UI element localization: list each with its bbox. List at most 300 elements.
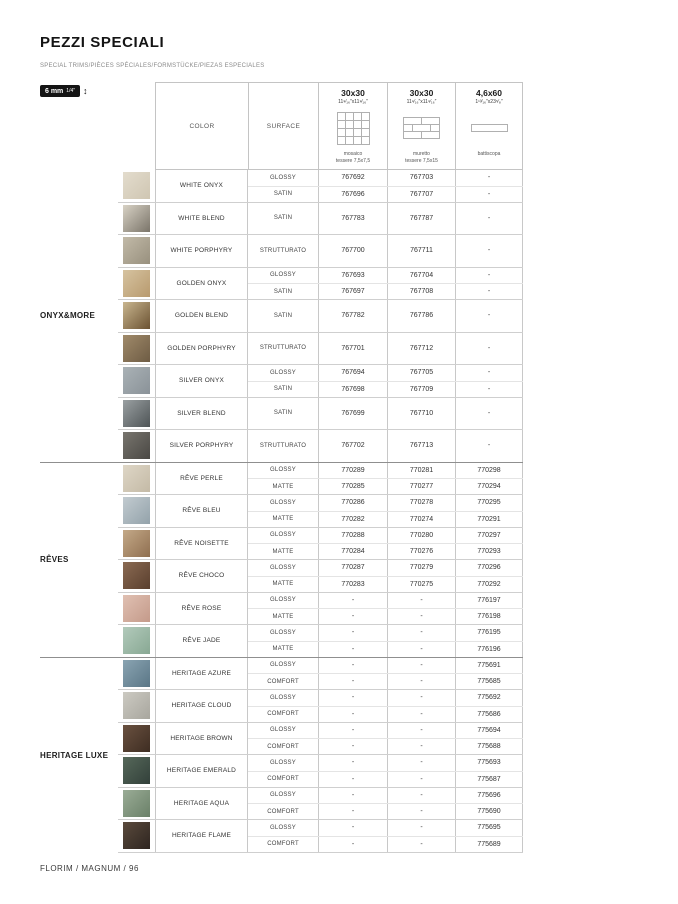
article-code-battiscopa: 770294 [455, 479, 523, 494]
surface-rows [248, 203, 523, 235]
article-code-muretto: 767704 [387, 268, 455, 284]
size-label: 30x30 [409, 88, 434, 98]
size-label: 4,6x60 [476, 88, 502, 98]
surface-row [248, 495, 523, 511]
surface-rows [248, 430, 523, 462]
battiscopa-bar-icon [471, 105, 508, 151]
surface-row [248, 235, 523, 267]
surface-rows [248, 658, 523, 690]
article-code-battiscopa: 776197 [455, 593, 523, 609]
swatch-cell [118, 430, 155, 462]
article-code-mosaico: - [318, 723, 387, 739]
article-code-mosaico: 767698 [318, 382, 387, 397]
article-code-mosaico: 767700 [318, 235, 387, 267]
article-code-muretto: - [387, 690, 455, 706]
surface-row [248, 706, 523, 722]
column-header-color [155, 82, 248, 170]
surface-label: GLOSSY [270, 727, 296, 734]
article-code-mosaico: 770287 [318, 560, 387, 576]
surface-row [248, 673, 523, 689]
article-code-battiscopa: 770295 [455, 495, 523, 511]
color-name-cell [155, 723, 248, 755]
article-code-mosaico: 770286 [318, 495, 387, 511]
group-rows [118, 658, 523, 853]
article-code-mosaico: - [318, 772, 387, 787]
color-block-silver-porphyry [118, 429, 523, 462]
surface-label: MATTE [272, 483, 294, 490]
surface-rows [248, 528, 523, 560]
color-block-r-ve-perle [118, 463, 523, 495]
color-name-label: HERITAGE BROWN [170, 734, 233, 742]
article-code-muretto: - [387, 739, 455, 754]
tile-swatch-heritage-emerald [123, 757, 150, 784]
surface-row [248, 268, 523, 284]
surface-row [248, 803, 523, 819]
column-header-battiscopa [455, 82, 523, 170]
group-onyx-more [40, 170, 523, 462]
surface-row [248, 203, 523, 235]
surface-rows [248, 170, 523, 202]
surface-rows [248, 820, 523, 852]
tile-swatch-golden-porphyry [123, 335, 150, 362]
article-code-muretto: - [387, 804, 455, 819]
color-name-cell [155, 690, 248, 722]
product-name-line1: mosaico [343, 151, 363, 157]
article-code-mosaico: - [318, 625, 387, 641]
surface-label: MATTE [272, 548, 294, 555]
group-label: HERITAGE LUXE [40, 750, 109, 760]
tile-swatch-r-ve-perle [123, 465, 150, 492]
article-code-mosaico: - [318, 707, 387, 722]
article-code-mosaico: - [318, 609, 387, 624]
article-code-battiscopa: 775689 [455, 837, 523, 852]
tile-swatch-golden-onyx [123, 270, 150, 297]
surface-label: GLOSSY [270, 532, 296, 539]
article-code-muretto: - [387, 723, 455, 739]
color-block-white-onyx [118, 170, 523, 202]
surface-row [248, 723, 523, 739]
surface-row [248, 300, 523, 332]
color-block-white-blend [118, 202, 523, 235]
surface-label: GLOSSY [270, 824, 296, 831]
tile-swatch-silver-blend [123, 400, 150, 427]
surface-row [248, 755, 523, 771]
color-name-cell [155, 170, 248, 202]
color-name-label: WHITE BLEND [178, 214, 225, 222]
article-code-muretto: 767710 [387, 398, 455, 430]
article-code-mosaico: - [318, 739, 387, 754]
color-name-cell [155, 788, 248, 820]
article-code-mosaico: 767782 [318, 300, 387, 332]
surface-rows [248, 788, 523, 820]
article-code-battiscopa: - [455, 300, 523, 332]
surface-label: STRUTTURATO [259, 442, 307, 449]
color-header-label: COLOR [189, 122, 215, 130]
tile-swatch-heritage-aqua [123, 790, 150, 817]
color-block-heritage-azure [118, 658, 523, 690]
article-code-mosaico: - [318, 755, 387, 771]
color-name-cell [155, 625, 248, 657]
article-code-battiscopa: 770298 [455, 463, 523, 479]
article-code-battiscopa: - [455, 170, 523, 186]
surface-label: SATIN [273, 312, 293, 319]
article-code-mosaico: 767701 [318, 333, 387, 365]
article-code-battiscopa: 775686 [455, 707, 523, 722]
color-block-silver-onyx [118, 364, 523, 397]
color-name-label: RÊVE BLEU [182, 507, 221, 515]
color-name-cell [155, 463, 248, 495]
surface-rows [248, 560, 523, 592]
surface-label: GLOSSY [270, 564, 296, 571]
swatch-cell [118, 268, 155, 300]
tile-swatch-white-blend [123, 205, 150, 232]
surface-label: COMFORT [267, 711, 299, 718]
article-code-muretto: - [387, 674, 455, 689]
article-code-mosaico: 770285 [318, 479, 387, 494]
article-code-muretto: 767787 [387, 203, 455, 235]
article-code-mosaico: 767693 [318, 268, 387, 284]
surface-row [248, 836, 523, 852]
product-name [336, 151, 370, 166]
surface-rows [248, 755, 523, 787]
article-code-mosaico: 770283 [318, 577, 387, 592]
surface-header-label: SURFACE [266, 122, 301, 130]
surface-label: GLOSSY [270, 272, 296, 279]
article-code-mosaico: - [318, 820, 387, 836]
color-name-label: GOLDEN BLEND [174, 312, 229, 320]
article-code-muretto: 770277 [387, 479, 455, 494]
surface-row [248, 463, 523, 479]
article-code-battiscopa: 775692 [455, 690, 523, 706]
surface-label: GLOSSY [270, 499, 296, 506]
color-name-label: SILVER BLEND [177, 409, 226, 417]
article-code-mosaico: 770284 [318, 544, 387, 559]
surface-row [248, 478, 523, 494]
swatch-cell [118, 398, 155, 430]
size-inches-label: 11⁹⁄₁₆″x11⁹⁄₁₆″ [338, 99, 368, 105]
article-code-battiscopa: 775694 [455, 723, 523, 739]
swatch-cell [118, 625, 155, 657]
color-name-label: HERITAGE EMERALD [166, 767, 237, 775]
surface-rows [248, 495, 523, 527]
color-name-label: RÊVE NOISETTE [174, 539, 229, 547]
color-block-heritage-cloud [118, 689, 523, 722]
article-code-muretto: - [387, 658, 455, 674]
article-code-muretto: 770276 [387, 544, 455, 559]
surface-label: GLOSSY [270, 467, 296, 474]
page-title: PEZZI SPECIALI [40, 34, 165, 51]
color-name-cell [155, 430, 248, 462]
article-code-muretto: 770275 [387, 577, 455, 592]
article-code-muretto: - [387, 609, 455, 624]
group-label: ONYX&MORE [40, 311, 96, 321]
article-code-muretto: 767713 [387, 430, 455, 462]
page-subtitle: SPECIAL TRIMS/PIÈCES SPÉCIALES/FORMSTÜCKE/PIEZAS ESPECIALES [40, 63, 265, 69]
surface-rows [248, 398, 523, 430]
article-code-mosaico: 767783 [318, 203, 387, 235]
tile-swatch-heritage-flame [123, 822, 150, 849]
surface-label: STRUTTURATO [259, 345, 307, 352]
surface-label: SATIN [273, 215, 293, 222]
color-name-cell [155, 268, 248, 300]
article-code-battiscopa: 775693 [455, 755, 523, 771]
article-code-battiscopa: - [455, 382, 523, 397]
surface-row [248, 283, 523, 299]
article-code-battiscopa: - [455, 203, 523, 235]
article-code-mosaico: - [318, 690, 387, 706]
surface-row [248, 690, 523, 706]
article-code-muretto: 767711 [387, 235, 455, 267]
article-code-muretto: 767708 [387, 284, 455, 299]
article-code-muretto: - [387, 625, 455, 641]
article-code-muretto: - [387, 772, 455, 787]
article-code-muretto: 770278 [387, 495, 455, 511]
surface-row [248, 608, 523, 624]
article-code-battiscopa: 770292 [455, 577, 523, 592]
surface-row [248, 528, 523, 544]
color-name-label: HERITAGE AZURE [171, 669, 232, 677]
article-code-muretto: - [387, 820, 455, 836]
article-code-battiscopa: - [455, 235, 523, 267]
article-code-mosaico: 767692 [318, 170, 387, 186]
tile-swatch-heritage-azure [123, 660, 150, 687]
thickness-inches: 1/4″ [66, 88, 76, 94]
product-name [478, 151, 501, 166]
tile-swatch-heritage-cloud [123, 692, 150, 719]
article-code-battiscopa: - [455, 187, 523, 202]
article-code-battiscopa: - [455, 398, 523, 430]
article-code-mosaico: 767697 [318, 284, 387, 299]
color-block-silver-blend [118, 397, 523, 430]
swatch-cell [118, 788, 155, 820]
article-code-muretto: 767709 [387, 382, 455, 397]
tile-swatch-white-porphyry [123, 237, 150, 264]
surface-rows [248, 333, 523, 365]
article-code-mosaico: 767694 [318, 365, 387, 381]
tile-swatch-r-ve-jade [123, 627, 150, 654]
article-code-battiscopa: - [455, 268, 523, 284]
article-code-muretto: 770280 [387, 528, 455, 544]
thickness-value: 6 mm [45, 87, 64, 95]
mosaic-grid-icon [337, 105, 370, 151]
article-code-battiscopa: - [455, 430, 523, 462]
surface-rows [248, 723, 523, 755]
article-code-battiscopa: 776198 [455, 609, 523, 624]
surface-rows [248, 268, 523, 300]
tile-swatch-r-ve-noisette [123, 530, 150, 557]
article-code-battiscopa: 776195 [455, 625, 523, 641]
thickness-arrow-icon: ↕ [83, 85, 88, 96]
size-inches-label: 11⁹⁄₁₆″x11⁹⁄₁₆″ [406, 99, 437, 105]
color-name-cell [155, 593, 248, 625]
swatch-cell [118, 300, 155, 332]
article-code-battiscopa: - [455, 284, 523, 299]
surface-row [248, 365, 523, 381]
color-name-label: RÊVE ROSE [181, 604, 222, 612]
tile-swatch-r-ve-rose [123, 595, 150, 622]
surface-label: GLOSSY [270, 694, 296, 701]
surface-row [248, 398, 523, 430]
color-name-cell [155, 755, 248, 787]
page-footer: FLORIM / MAGNUM / 96 [40, 864, 139, 873]
color-block-golden-onyx [118, 267, 523, 300]
surface-row [248, 625, 523, 641]
color-block-golden-porphyry [118, 332, 523, 365]
surface-row [248, 658, 523, 674]
article-code-muretto: 767712 [387, 333, 455, 365]
product-name-line1: battiscopa [477, 151, 501, 157]
table-body [40, 170, 523, 853]
article-code-mosaico: - [318, 804, 387, 819]
color-block-white-porphyry [118, 234, 523, 267]
surface-label: SATIN [273, 191, 293, 198]
color-name-label: HERITAGE FLAME [171, 832, 232, 840]
color-name-cell [155, 333, 248, 365]
swatch-cell [118, 463, 155, 495]
color-name-cell [155, 560, 248, 592]
article-code-muretto: 767707 [387, 187, 455, 202]
article-code-muretto: - [387, 642, 455, 657]
surface-label: STRUTTURATO [259, 247, 307, 254]
article-code-battiscopa: 776196 [455, 642, 523, 657]
surface-row [248, 430, 523, 462]
surface-rows [248, 300, 523, 332]
surface-label: GLOSSY [270, 662, 296, 669]
article-code-mosaico: 767696 [318, 187, 387, 202]
article-code-battiscopa: - [455, 333, 523, 365]
article-code-battiscopa: 770296 [455, 560, 523, 576]
color-name-label: GOLDEN PORPHYRY [167, 344, 236, 352]
surface-label: COMFORT [267, 808, 299, 815]
article-code-battiscopa: 775688 [455, 739, 523, 754]
tile-swatch-white-onyx [123, 172, 150, 199]
tile-swatch-r-ve-choco [123, 562, 150, 589]
article-code-muretto: - [387, 593, 455, 609]
article-code-muretto: - [387, 707, 455, 722]
surface-row [248, 771, 523, 787]
color-block-r-ve-choco [118, 559, 523, 592]
tile-swatch-silver-onyx [123, 367, 150, 394]
color-name-label: WHITE PORPHYRY [170, 247, 233, 255]
color-name-label: RÊVE CHOCO [178, 572, 225, 580]
surface-row [248, 560, 523, 576]
article-code-muretto: 767703 [387, 170, 455, 186]
surface-rows [248, 690, 523, 722]
article-code-battiscopa: 770293 [455, 544, 523, 559]
column-header-mosaico [318, 82, 387, 170]
surface-row [248, 511, 523, 527]
color-name-cell [155, 203, 248, 235]
color-name-label: GOLDEN ONYX [176, 279, 227, 287]
column-header-surface [248, 82, 318, 170]
swatch-cell [118, 723, 155, 755]
color-block-r-ve-bleu [118, 494, 523, 527]
surface-label: GLOSSY [270, 174, 296, 181]
color-name-cell [155, 820, 248, 852]
article-code-battiscopa: 770291 [455, 512, 523, 527]
article-code-muretto: 770274 [387, 512, 455, 527]
article-code-battiscopa: - [455, 365, 523, 381]
surface-label: MATTE [272, 646, 294, 653]
surface-row [248, 641, 523, 657]
swatch-cell [118, 593, 155, 625]
product-name-line1: muretto [413, 151, 430, 157]
article-code-battiscopa: 775690 [455, 804, 523, 819]
article-code-mosaico: - [318, 593, 387, 609]
surface-rows [248, 365, 523, 397]
surface-rows [248, 235, 523, 267]
article-code-mosaico: - [318, 642, 387, 657]
size-label: 30x30 [341, 88, 365, 98]
article-code-mosaico: - [318, 788, 387, 804]
article-code-mosaico: - [318, 658, 387, 674]
color-block-r-ve-jade [118, 624, 523, 657]
group-rows [118, 463, 523, 657]
group-r-ves [40, 462, 523, 657]
color-name-label: RÊVE JADE [182, 637, 221, 645]
swatch-cell [118, 658, 155, 690]
article-code-mosaico: 770288 [318, 528, 387, 544]
article-code-muretto: - [387, 837, 455, 852]
group-rows [118, 170, 523, 462]
group-heritage-luxe [40, 657, 523, 853]
color-name-label: SILVER ONYX [178, 377, 225, 385]
product-name-line2: tessere 7,5x7,5 [335, 158, 371, 165]
surface-label: COMFORT [267, 776, 299, 783]
color-block-heritage-emerald [118, 754, 523, 787]
color-block-r-ve-rose [118, 592, 523, 625]
article-code-mosaico: - [318, 837, 387, 852]
color-name-cell [155, 235, 248, 267]
surface-label: MATTE [272, 613, 294, 620]
color-name-cell [155, 658, 248, 690]
color-name-cell [155, 398, 248, 430]
article-code-battiscopa: 775687 [455, 772, 523, 787]
surface-row [248, 576, 523, 592]
article-code-mosaico: - [318, 674, 387, 689]
surface-label: COMFORT [267, 678, 299, 685]
surface-label: GLOSSY [270, 597, 296, 604]
swatch-cell [118, 203, 155, 235]
table-header [40, 82, 523, 170]
group-label: RÊVES [40, 555, 69, 564]
article-code-mosaico: 770282 [318, 512, 387, 527]
surface-row [248, 788, 523, 804]
surface-label: SATIN [273, 410, 293, 417]
products-table [40, 82, 523, 853]
product-name [405, 151, 438, 166]
surface-row [248, 170, 523, 186]
surface-label: GLOSSY [270, 369, 296, 376]
tile-swatch-r-ve-bleu [123, 497, 150, 524]
swatch-cell [118, 235, 155, 267]
article-code-muretto: - [387, 788, 455, 804]
color-name-label: HERITAGE AQUA [173, 799, 230, 807]
surface-row [248, 593, 523, 609]
surface-rows [248, 593, 523, 625]
swatch-cell [118, 365, 155, 397]
surface-row [248, 186, 523, 202]
color-name-label: WHITE ONYX [179, 182, 224, 190]
surface-rows [248, 463, 523, 495]
surface-row [248, 543, 523, 559]
color-name-cell [155, 495, 248, 527]
color-block-heritage-aqua [118, 787, 523, 820]
swatch-cell [118, 170, 155, 202]
article-code-muretto: 767705 [387, 365, 455, 381]
swatch-cell [118, 528, 155, 560]
surface-row [248, 333, 523, 365]
